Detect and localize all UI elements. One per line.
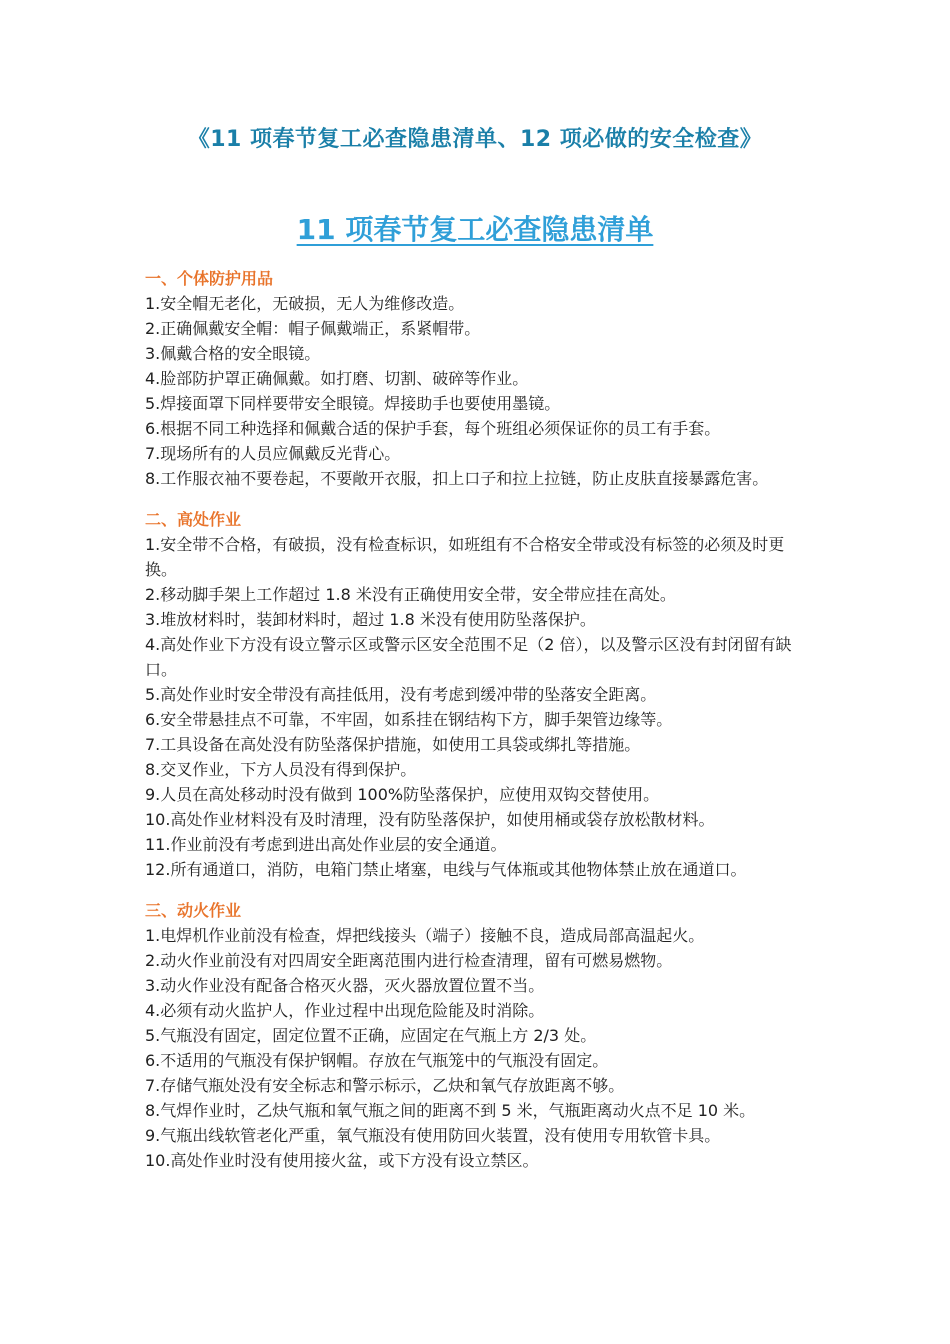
list-item: 5.焊接面罩下同样要带安全眼镜。焊接助手也要使用墨镜。 [145,394,561,413]
list-item: 4.高处作业下方没有设立警示区或警示区安全范围不足（2 倍），以及警示区没有封闭留有缺口。 [145,635,792,679]
group-heading: 一、个体防护用品 [145,269,274,288]
list-item: 7.存储气瓶处没有安全标志和警示标示，乙炔和氧气存放距离不够。 [145,1076,625,1095]
list-item: 1.电焊机作业前没有检查，焊把线接头（端子）接触不良，造成局部高温起火。 [145,926,705,945]
list-item: 7.现场所有的人员应佩戴反光背心。 [145,444,401,463]
list-item: 10.高处作业时没有使用接火盆，或下方没有设立禁区。 [145,1151,539,1170]
checklist-content [145,266,810,1189]
list-item: 10.高处作业材料没有及时清理，没有防坠落保护，如使用桶或袋存放松散材料。 [145,810,715,829]
list-item: 3.佩戴合格的安全眼镜。 [145,344,321,363]
list-item: 11.作业前没有考虑到进出高处作业层的安全通道。 [145,835,507,854]
list-item: 5.气瓶没有固定，固定位置不正确，应固定在气瓶上方 2/3 处。 [145,1026,597,1045]
list-item: 1.安全帽无老化，无破损，无人为维修改造。 [145,294,465,313]
list-item: 2.正确佩戴安全帽：帽子佩戴端正，系紧帽带。 [145,319,481,338]
list-item: 3.堆放材料时，装卸材料时，超过 1.8 米没有使用防坠落保护。 [145,610,596,629]
list-item: 3.动火作业没有配备合格灭火器，灭火器放置位置不当。 [145,976,545,995]
group-heading: 三、动火作业 [145,901,242,920]
group-heading: 二、高处作业 [145,510,242,529]
document-title: 《11 项春节复工必查隐患清单、12 项必做的安全检查》 [187,127,763,152]
list-item: 6.根据不同工种选择和佩戴合适的保护手套，每个班组必须保证你的员工有手套。 [145,419,721,438]
list-item: 2.移动脚手架上工作超过 1.8 米没有正确使用安全带，安全带应挂在高处。 [145,585,676,604]
list-item: 9.人员在高处移动时没有做到 100%防坠落保护，应使用双钩交替使用。 [145,785,660,804]
list-item: 12.所有通道口，消防，电箱门禁止堵塞，电线与气体瓶或其他物体禁止放在通道口。 [145,860,747,879]
list-item: 8.工作服衣袖不要卷起，不要敞开衣服，扣上口子和拉上拉链，防止皮肤直接暴露危害。 [145,469,769,488]
list-item: 9.气瓶出线软管老化严重，氧气瓶没有使用防回火装置，没有使用专用软管卡具。 [145,1126,721,1145]
list-item: 4.必须有动火监护人，作业过程中出现危险能及时消除。 [145,1001,545,1020]
list-item: 6.不适用的气瓶没有保护钢帽。存放在气瓶笼中的气瓶没有固定。 [145,1051,609,1070]
list-item: 4.脸部防护罩正确佩戴。如打磨、切割、破碎等作业。 [145,369,529,388]
list-item: 1.安全带不合格，有破损，没有检查标识，如班组有不合格安全带或没有标签的必须及时更换。 [145,535,785,579]
group-personal-protection [145,266,810,491]
list-item: 8.气焊作业时，乙炔气瓶和氧气瓶之间的距离不到 5 米，气瓶距离动火点不足 10 米。 [145,1101,756,1120]
list-item: 2.动火作业前没有对四周安全距离范围内进行检查清理，留有可燃易燃物。 [145,951,673,970]
list-item: 5.高处作业时安全带没有高挂低用，没有考虑到缓冲带的坠落安全距离。 [145,685,657,704]
group-hot-work [145,898,810,1173]
group-work-at-height [145,507,810,882]
list-item: 6.安全带悬挂点不可靠，不牢固，如系挂在钢结构下方，脚手架管边缘等。 [145,710,673,729]
list-item: 8.交叉作业，下方人员没有得到保护。 [145,760,417,779]
list-item: 7.工具设备在高处没有防坠落保护措施，如使用工具袋或绑扎等措施。 [145,735,641,754]
section-title: 11 项春节复工必查隐患清单 [296,213,654,246]
